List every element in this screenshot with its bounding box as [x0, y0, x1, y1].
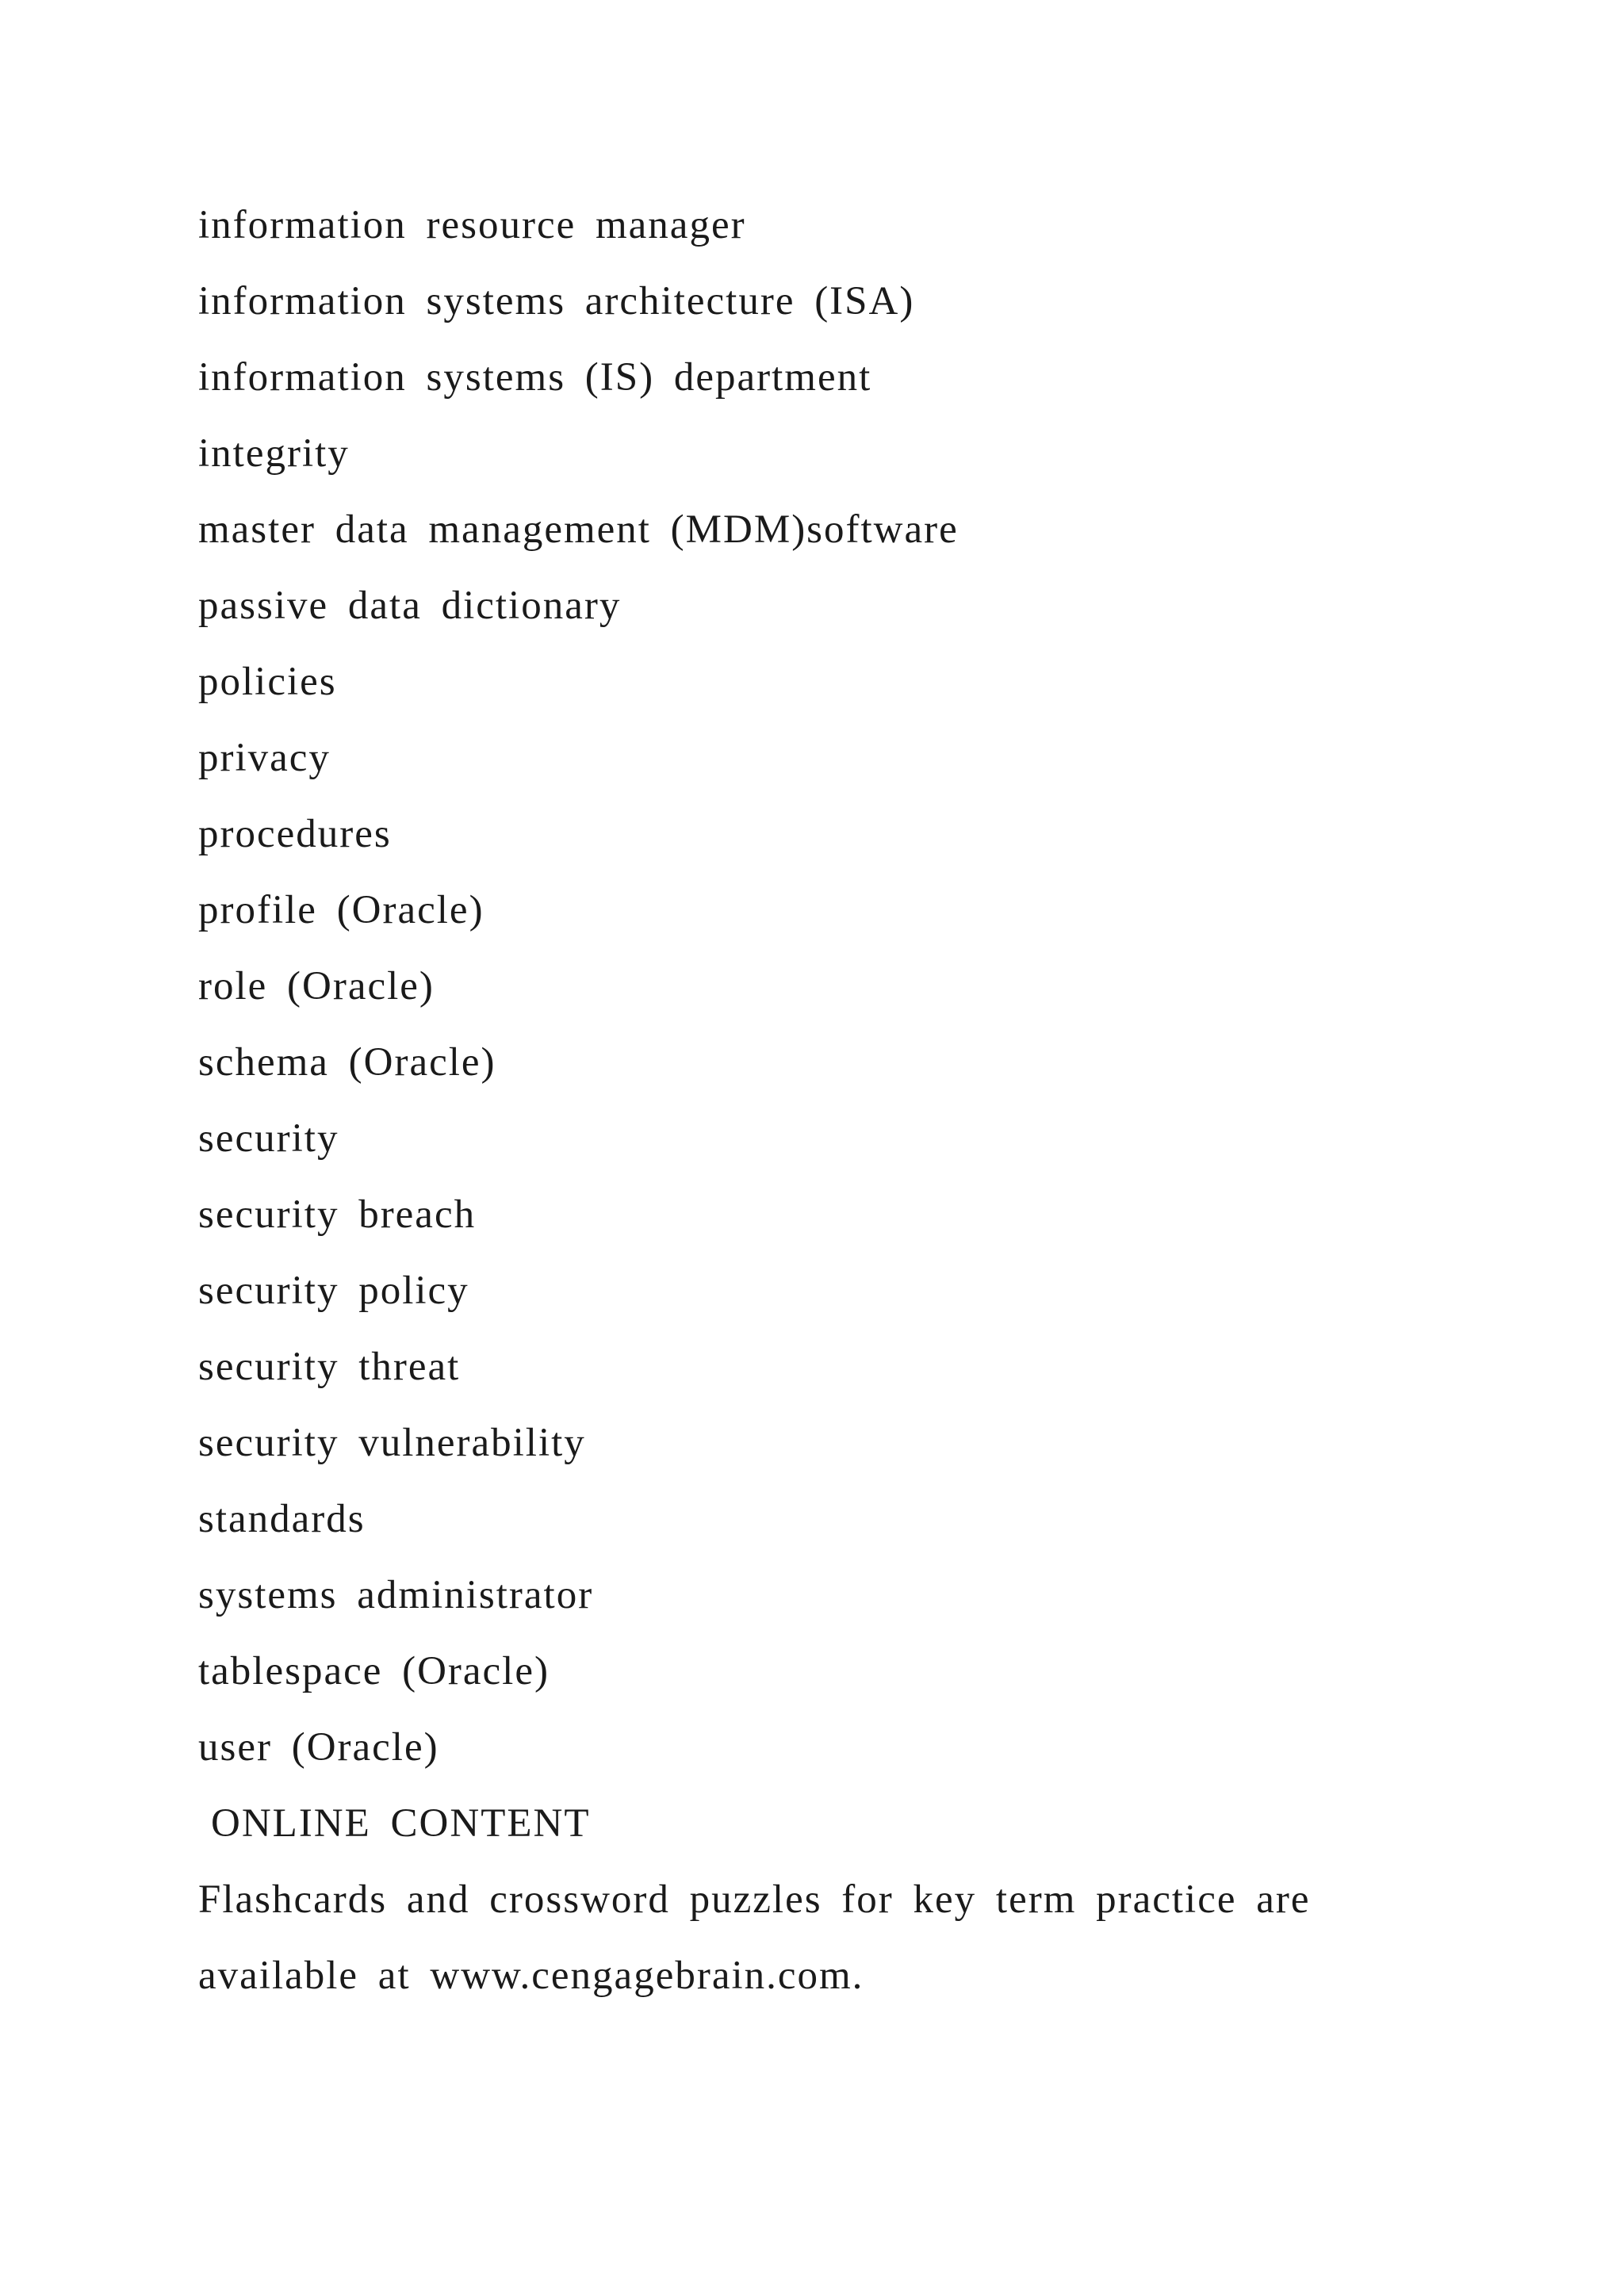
key-term: privacy — [198, 736, 331, 780]
key-term: role (Oracle) — [198, 964, 435, 1008]
online-content-text-line-1: Flashcards and crossword puzzles for key term practice are — [198, 1877, 1311, 1922]
key-term: security vulnerability — [198, 1421, 586, 1465]
key-term: policies — [198, 660, 337, 704]
key-term: integrity — [198, 431, 350, 476]
key-term: information systems (IS) department — [198, 355, 872, 400]
key-term: security breach — [198, 1192, 477, 1237]
key-term: master data management (MDM)software — [198, 507, 959, 552]
key-term: systems administrator — [198, 1573, 594, 1617]
online-content-text-line-2: available at www.cengagebrain.com. — [198, 1954, 864, 1998]
key-term: security — [198, 1116, 339, 1161]
key-term: user (Oracle) — [198, 1725, 439, 1770]
key-terms-list — [198, 187, 1311, 2014]
key-term: schema (Oracle) — [198, 1040, 496, 1085]
key-term: procedures — [198, 812, 392, 856]
key-term: profile (Oracle) — [198, 888, 485, 932]
key-term: tablespace (Oracle) — [198, 1649, 550, 1693]
key-term: security threat — [198, 1345, 461, 1389]
key-term: passive data dictionary — [198, 584, 622, 628]
key-term: information systems architecture (ISA) — [198, 279, 915, 323]
key-term: security policy — [198, 1269, 469, 1313]
key-term: information resource manager — [198, 203, 746, 247]
online-content-heading: ONLINE CONTENT — [211, 1801, 591, 1846]
key-term: standards — [198, 1497, 366, 1541]
